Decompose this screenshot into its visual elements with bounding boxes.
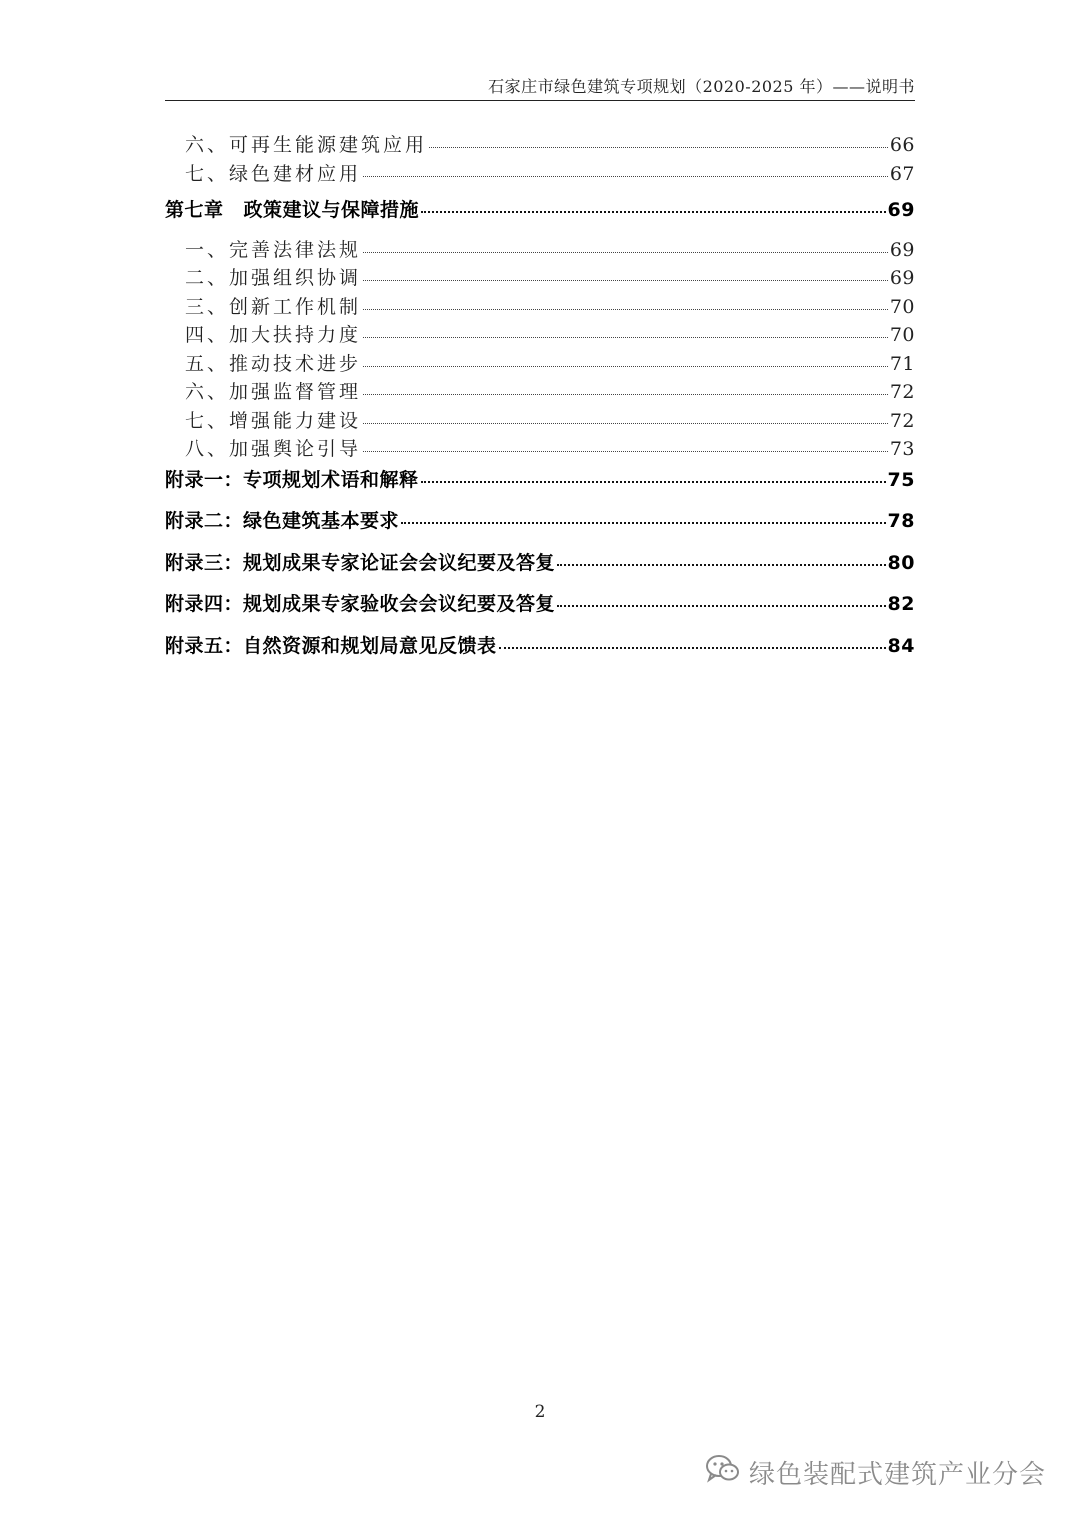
page-number: 2 [534,1402,546,1422]
toc-entry[interactable] [165,434,915,463]
toc-entry[interactable] [165,349,915,378]
dot-leader [363,309,888,310]
toc-entry-label: 八、加强舆论引导 [185,438,362,460]
toc-entry-page: 80 [887,551,915,574]
page-header: 石家庄市绿色建筑专项规划（2020-2025 年）——说明书 [488,77,915,96]
toc-entry-label: 四、加大扶持力度 [185,324,362,346]
wechat-icon [705,1454,749,1491]
dot-leader [363,423,888,424]
toc-appendix-entry[interactable] [165,587,915,629]
dot-leader [421,481,886,483]
toc-entry-page: 70 [889,295,915,318]
toc-entry-page: 66 [889,134,915,156]
toc-appendix-entry[interactable] [165,629,915,671]
toc-appendix-entry[interactable] [165,463,915,505]
dot-leader [557,605,886,607]
dot-leader [557,564,886,566]
toc-entry-label: 六、可再生能源建筑应用 [185,134,428,156]
toc-entry-page: 82 [887,593,915,615]
toc-entry-page: 72 [889,381,915,403]
toc-entry-label: 三、创新工作机制 [185,295,362,318]
toc-appendix-entry[interactable] [165,504,915,546]
dot-leader [363,176,888,177]
watermark-text: 绿色装配式建筑产业分会 [748,1460,1046,1490]
toc-appendix-entry[interactable] [165,546,915,588]
toc-entry-label: 六、加强监督管理 [185,381,362,403]
toc-entry-page: 69 [889,267,915,289]
dot-leader [401,522,886,524]
toc-chapter-number: 第七章 [165,199,224,221]
dot-leader [363,252,888,253]
table-of-contents [165,130,915,670]
dot-leader [363,394,888,395]
dot-leader [363,280,888,281]
toc-entry-page: 73 [889,438,915,460]
dot-leader [421,211,886,213]
toc-entry[interactable] [165,130,915,159]
dot-leader [363,366,888,367]
dot-leader [363,451,888,452]
toc-chapter-entry[interactable] [165,193,915,235]
toc-entry-label: 七、绿色建材应用 [185,162,362,185]
toc-entry-page: 72 [889,409,915,432]
toc-entry-page: 75 [887,468,915,491]
dot-leader [499,647,886,649]
toc-entry[interactable] [165,292,915,321]
toc-entry-page: 84 [887,634,915,657]
toc-entry-label: 附录一：专项规划术语和解释 [165,468,419,491]
toc-entry-label: 二、加强组织协调 [185,267,362,289]
toc-entry-label: 一、完善法律法规 [185,238,362,261]
toc-entry-label: 附录三：规划成果专家论证会会议纪要及答复 [165,551,556,574]
watermark [705,1454,1046,1491]
dot-leader [429,147,888,148]
toc-entry-page: 78 [887,510,915,532]
toc-entry[interactable] [165,263,915,292]
toc-entry[interactable] [165,377,915,406]
toc-entry-page: 70 [889,324,915,346]
toc-entry-page: 71 [889,352,915,375]
toc-entry-label: 七、增强能力建设 [185,409,362,432]
toc-entry[interactable] [165,406,915,435]
dot-leader [363,337,888,338]
toc-entry[interactable] [165,320,915,349]
toc-entry-label: 附录四：规划成果专家验收会会议纪要及答复 [165,593,556,615]
toc-entry-page: 69 [887,199,915,221]
toc-entry-label: 政策建议与保障措施 [243,199,420,221]
toc-entry-label: 附录五：自然资源和规划局意见反馈表 [165,634,497,657]
toc-entry[interactable] [165,159,915,188]
toc-entry-page: 69 [889,238,915,261]
toc-entry-label: 附录二：绿色建筑基本要求 [165,510,400,532]
toc-entry-label: 五、推动技术进步 [185,352,362,375]
toc-entry[interactable] [165,235,915,264]
header-rule [165,100,915,101]
toc-entry-page: 67 [889,162,915,185]
